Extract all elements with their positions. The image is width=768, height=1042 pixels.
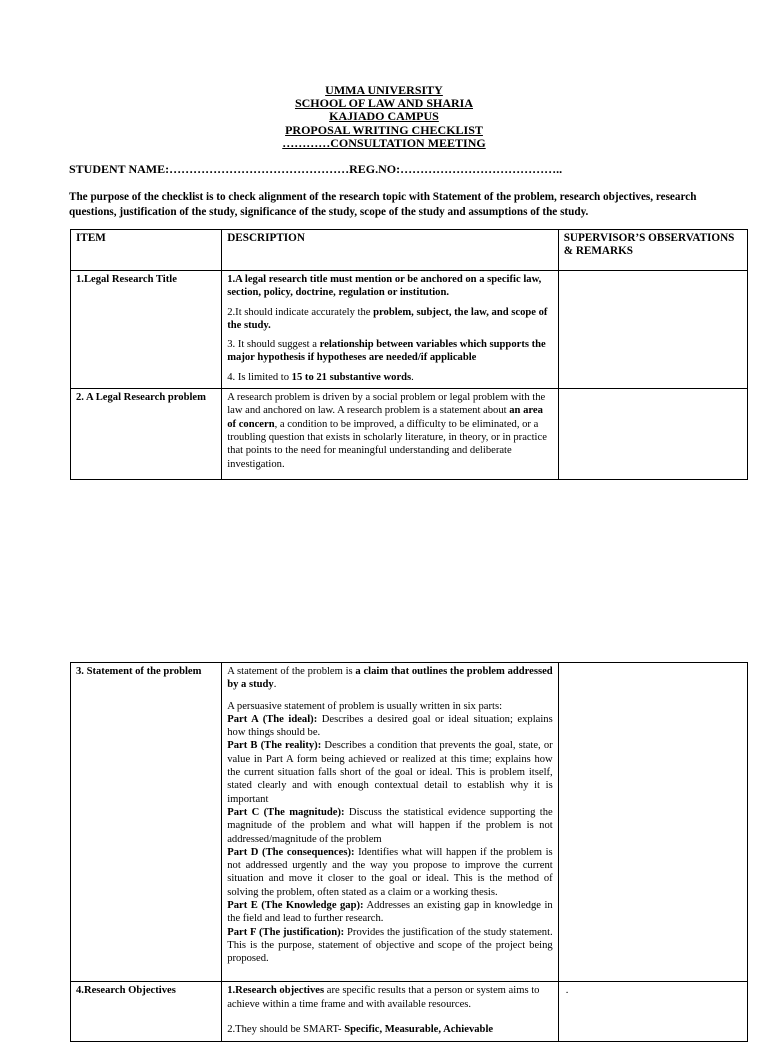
remarks-cell[interactable] [558,663,747,982]
remarks-cell[interactable] [558,271,747,389]
row-description [222,982,558,1042]
university-name: UMMA UNIVERSITY [325,83,443,97]
remarks-cell[interactable] [558,389,747,480]
part-text: Identifies what will happen if the problem is not addressed urgently and the way you propose to improve the current situation and move it closer to the goal or ideal. This is the method of solving the problem, often stated as a claim or a working thesis. [227,846,553,898]
table-row [71,389,748,480]
row-item: 1.Legal Research Title [71,271,222,389]
description-text: 3. It should suggest a [227,339,320,351]
row-description [222,663,558,982]
description-text: relationship between variables which supports the major hypothesis if hypotheses are needed/if applicable [227,339,546,364]
checklist-table-2 [70,662,748,1042]
description-text: 2.They should be SMART- [227,1024,345,1035]
part-text: Provides the justification of the study statement. This is the purpose, statement of objective and scope of the project being proposed. [227,926,553,965]
row-item: 2. A Legal Research problem [71,389,222,480]
description-text: A persuasive statement of problem is usually written in six parts: [227,700,503,712]
document-header [0,84,768,150]
table-row [71,663,748,982]
description-text: . [273,679,277,691]
part-label: Part D (The consequences): [227,846,355,858]
checklist-table-1 [70,229,748,480]
part-text: Describes a condition that prevents the goal, state, or value in Part A form being achieved or realized at this time; explains how the current situation falls short of the goal or ideal. This is problem itself, stated clearly and with enough contextual detail to establish why it is important [227,740,553,805]
row-item: 3. Statement of the problem [71,663,222,982]
part-label: Part C (The magnitude): [227,806,345,818]
header-item: ITEM [71,230,222,271]
description-text: 1.Research objectives [227,985,325,997]
purpose-statement: The purpose of the checklist is to check alignment of the research topic with Statement of the problem, research objectives, research questions, justification of the study, significance of the study, scope of the study and assumptions of the study. [69,191,697,218]
table-row [71,982,748,1042]
document-title: PROPOSAL WRITING CHECKLIST [285,122,483,137]
part-label: Part B (The reality): [227,740,322,752]
header-remarks: SUPERVISOR’S OBSERVATIONS & REMARKS [558,230,747,271]
row-description [222,271,558,389]
description-text: 4. Is limited to [227,371,292,383]
remarks-cell[interactable] [558,982,747,1042]
table-row [71,271,748,389]
description-text: A statement of the problem is [227,666,356,677]
description-text: . [411,371,414,383]
description-text: A research problem is driven by a social problem or legal problem with the law and anchored on law. A research problem is a statement about [227,392,546,417]
description-text: 15 to 21 substantive words [291,371,412,383]
row-description [222,389,558,480]
meeting-title: …………CONSULTATION MEETING [282,135,486,150]
row-item: 4.Research Objectives [71,982,222,1042]
description-text: 1.A legal research title must mention or be anchored on a specific law, section, policy, doctrine, regulation or institution. [227,274,542,299]
school-name: SCHOOL OF LAW AND SHARIA [294,96,474,111]
remark-text: . [565,985,569,997]
part-text: Addresses an existing gap in knowledge in the field and lead to further research. [227,900,553,925]
description-text: Specific, Measurable, Achievable [344,1024,494,1035]
header-description: DESCRIPTION [222,230,558,271]
part-text: Discuss the statistical evidence supporting the magnitude of the problem and what will happen if the problem is not addressed/magnitude of the problem [227,806,553,845]
part-label: Part A (The ideal): [227,713,318,725]
description-text: problem, subject, the law, and scope of the study. [227,306,548,331]
campus-name: KAJIADO CAMPUS [329,109,439,124]
description-text: an area of concern [227,405,543,430]
part-text: Describes a desired goal or ideal situation; explains how things should be. [227,713,553,739]
description-text: a claim that outlines the problem addressed by a study [227,666,553,691]
description-text: 2.It should indicate accurately the [227,306,374,318]
description-text: are specific results that a person or system aims to achieve within a time frame and with available resources. [227,985,540,1010]
part-label: Part E (The Knowledge gap): [227,900,364,912]
student-name-line: STUDENT NAME:………………………………………REG.NO:………………………………….. [69,162,563,176]
description-text: , a condition to be improved, a difficulty to be eliminated, or a troubling question that exists in scholarly literature, in theory, or in practice that points to the need for meaningful understanding and deliberate investigation. [227,418,547,470]
table-header-row [71,230,748,271]
part-label: Part F (The justification): [227,926,345,938]
